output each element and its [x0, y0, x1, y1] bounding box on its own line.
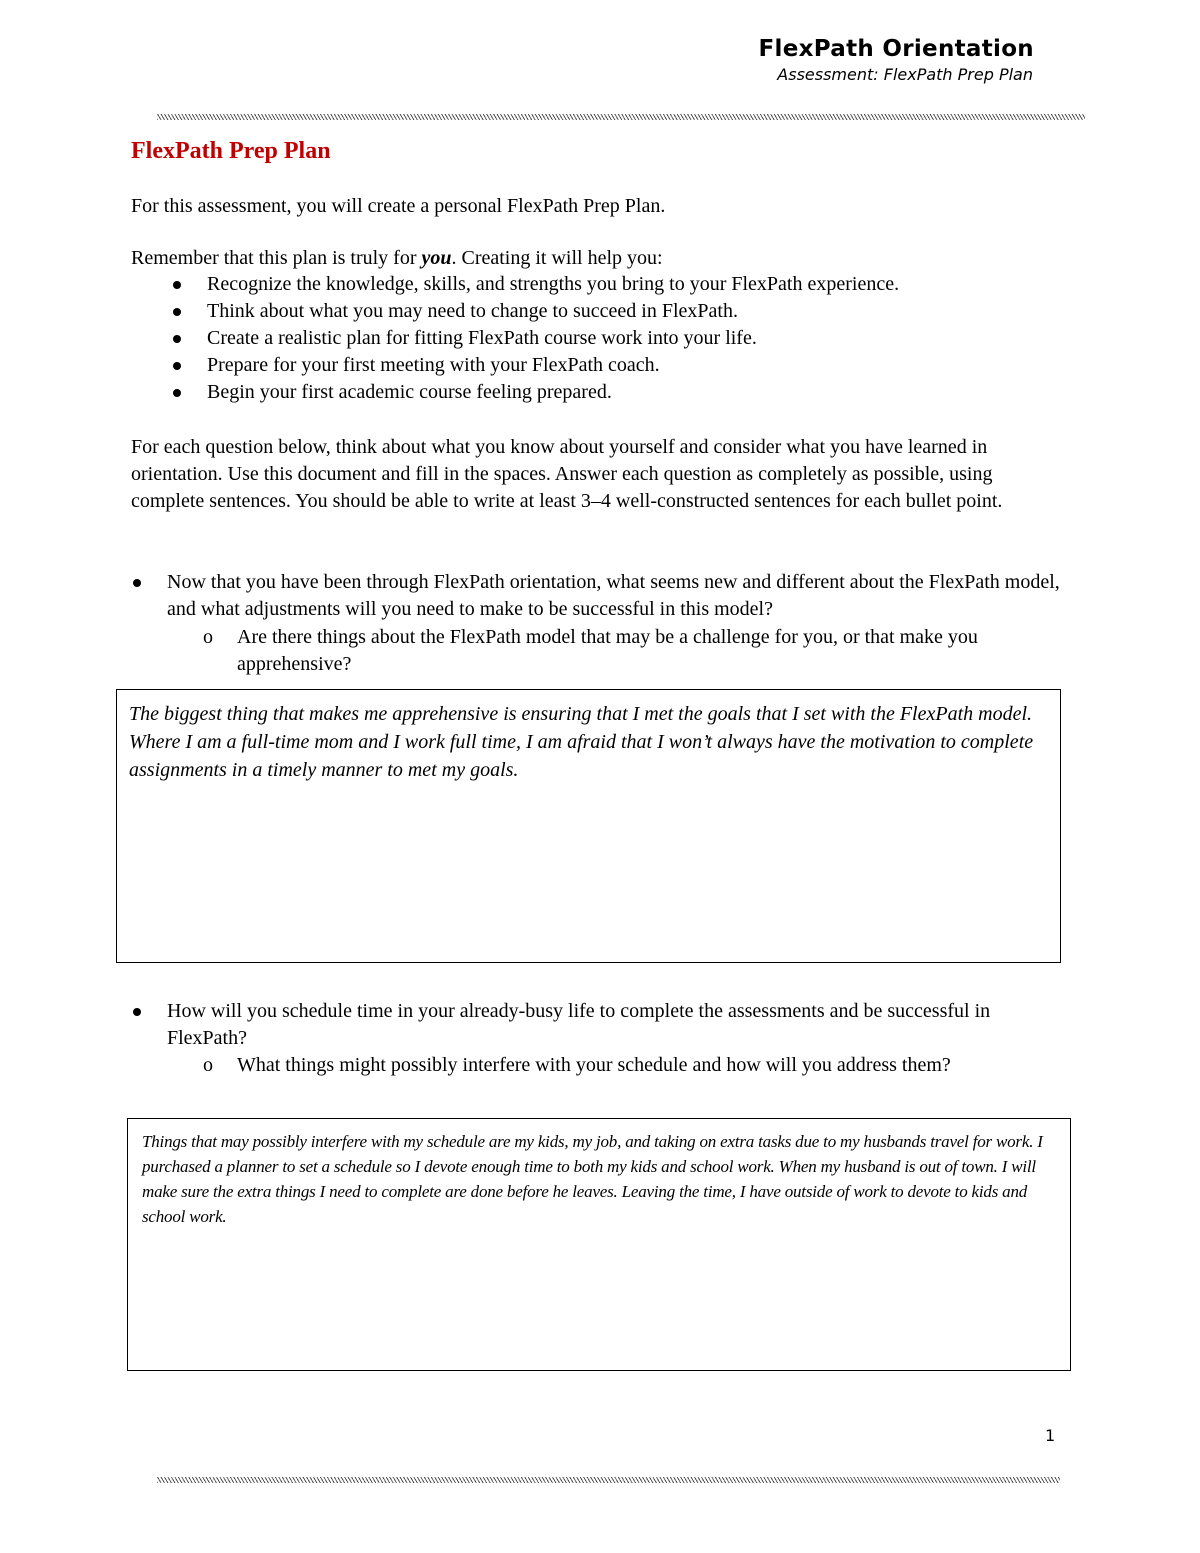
remember-emphasis: you: [421, 247, 452, 269]
list-item: Prepare for your first meeting with your FlexPath coach.: [131, 352, 899, 379]
question-1: [131, 569, 1071, 623]
document-title: FlexPath Prep Plan: [131, 138, 331, 164]
question-1-sub: [131, 624, 1091, 678]
header-divider: [157, 114, 1085, 120]
list-item: Begin your first academic course feeling prepared.: [131, 379, 899, 406]
intro-paragraph: For this assessment, you will create a personal FlexPath Prep Plan.: [131, 195, 666, 217]
bullet-icon: [133, 1008, 141, 1016]
sub-bullet-marker: o: [203, 1054, 213, 1076]
question-1-sub-text: Are there things about the FlexPath model that may be a challenge for you, or that make you apprehensive?: [237, 626, 978, 675]
footer-divider: [157, 1477, 1060, 1483]
page-number: 1: [1045, 1426, 1056, 1445]
answer-box-1[interactable]: The biggest thing that makes me apprehensive is ensuring that I met the goals that I set with the FlexPath model. Where I am a full-time mom and I work full time, I am afraid that I won’t always have the motivation to complete assignments in a timely manner to met my goals.: [116, 689, 1061, 963]
question-2-sub-text: What things might possibly interfere with your schedule and how will you address them?: [237, 1054, 951, 1076]
instructions-paragraph: For each question below, think about what you know about yourself and consider what you have learned in orientation. Use this document and fill in the spaces. Answer each question as completely as possible, using complete sentences. You should be able to write at least 3–4 well-constructed sentences for each bullet point.: [131, 436, 1003, 512]
header-subtitle: Assessment: FlexPath Prep Plan: [777, 65, 1033, 84]
question-2-sub: [131, 1052, 1091, 1079]
remember-paragraph: [131, 245, 1071, 272]
question-1-text: Now that you have been through FlexPath orientation, what seems new and different about the FlexPath model, and what adjustments will you need to make to be successful in this model?: [167, 571, 1060, 620]
header-title: FlexPath Orientation: [758, 36, 1034, 62]
answer-box-2[interactable]: Things that may possibly interfere with my schedule are my kids, my job, and taking on extra tasks due to my husbands travel for work. I purchased a planner to set a schedule so I devote enough time to both my kids and school work. When my husband is out of town. I will make sure the extra things I need to complete are done before he leaves. Leaving the time, I have outside of work to devote to kids and school work.: [127, 1118, 1071, 1371]
list-item: Think about what you may need to change to succeed in FlexPath.: [131, 298, 899, 325]
benefit-list: [131, 271, 899, 406]
list-item: Create a realistic plan for fitting FlexPath course work into your life.: [131, 325, 899, 352]
list-item: Recognize the knowledge, skills, and strengths you bring to your FlexPath experience.: [131, 271, 899, 298]
sub-bullet-marker: o: [203, 626, 213, 648]
remember-suffix: . Creating it will help you:: [451, 247, 663, 269]
question-2-text: How will you schedule time in your already-busy life to complete the assessments and be successful in FlexPath?: [167, 1000, 991, 1049]
question-2: [131, 998, 1071, 1052]
bullet-icon: [133, 579, 141, 587]
remember-prefix: Remember that this plan is truly for: [131, 247, 422, 269]
